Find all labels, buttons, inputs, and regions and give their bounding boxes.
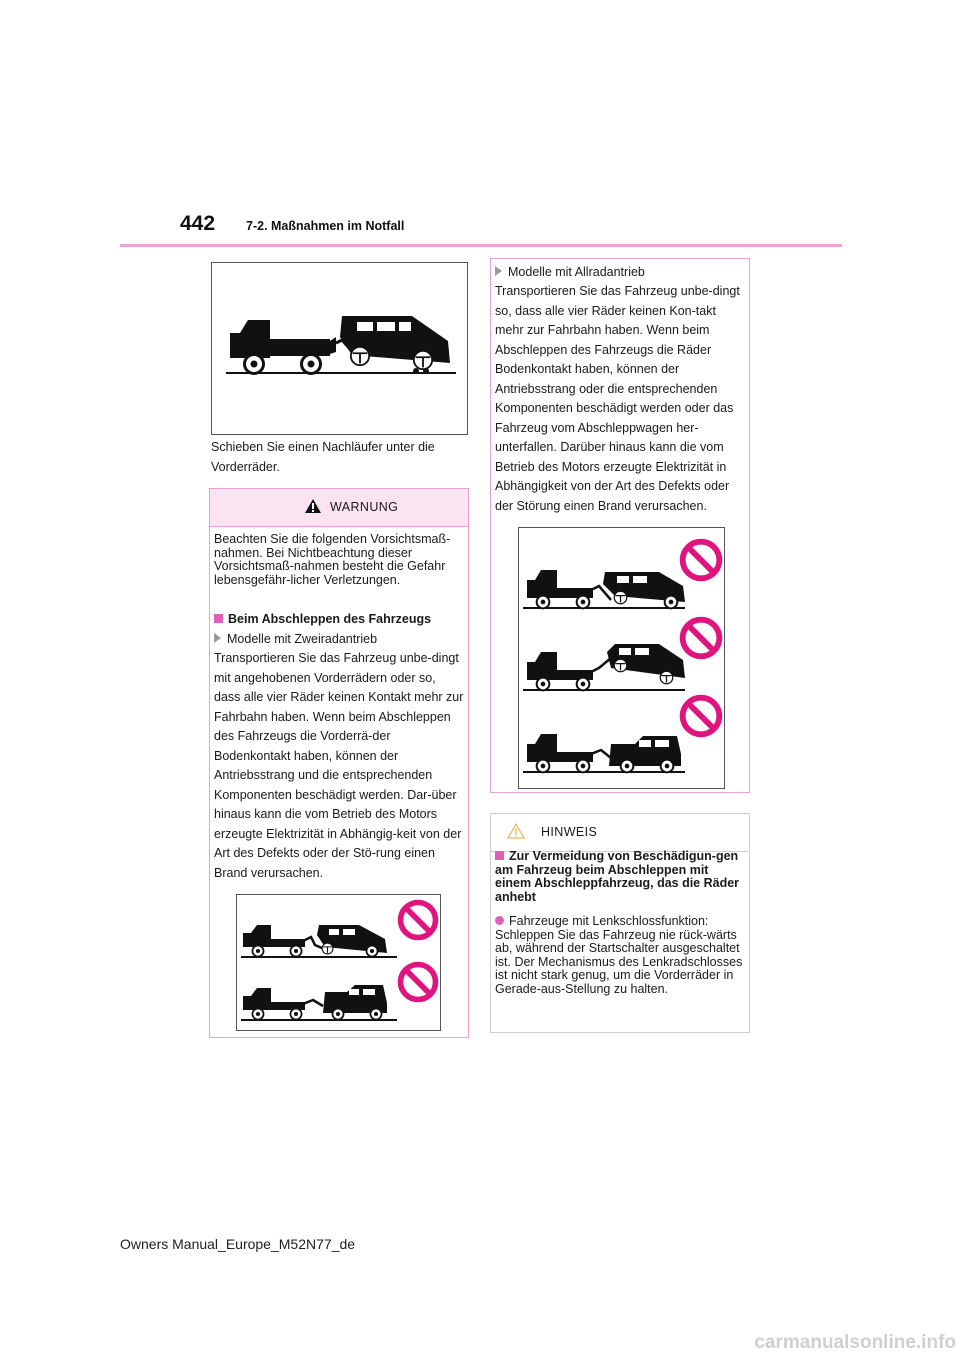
warning-title: WARNUNG <box>330 500 399 514</box>
notice-title: HINWEIS <box>541 825 598 839</box>
page-number: 442 <box>180 212 216 235</box>
prohibited-tow-2wd-illustration <box>236 894 441 1031</box>
prohibition-sign-icon <box>683 620 720 657</box>
triangle-bullet-icon <box>495 266 502 276</box>
dolly-tow-illustration <box>211 262 468 435</box>
notice-callout <box>490 813 750 1033</box>
warning-triangle-icon <box>507 823 525 839</box>
notice-header <box>491 814 749 852</box>
warning-heading-text: Beim Abschleppen des Fahrzeugs <box>228 612 432 626</box>
model-awd-text: Modelle mit Allradantrieb <box>508 265 645 279</box>
watermark: carmanualsonline.info <box>754 1332 956 1353</box>
square-bullet-icon <box>495 851 504 860</box>
notice-bullet-text: Fahrzeuge mit Lenkschlossfunktion: Schleppen Sie das Fahrzeug nie rück-wärts ab, während der Startschalter ausgeschaltet ist. Der Mechanismus des Lenkradschlosses ist nicht stark genug, um die Vorderräder in Gerade-aus-Stellung zu halten. <box>495 914 743 996</box>
awd-callout-continued <box>490 258 750 793</box>
prohibition-sign-icon <box>401 903 436 938</box>
prohibition-sign-icon <box>683 698 720 735</box>
awd-body: Transportieren Sie das Fahrzeug unbe-dingt so, dass alle vier Räder keinen Kon-takt mehr zur Fahrbahn haben. Wenn beim Abschleppen des Fahrzeugs die Räder Bodenkontakt haben, können der Antriebsstrang oder die entsprechenden Komponenten beschädigt werden oder das Fahrzeug vom Abschleppwagen her-unterfallen. Darüber hinaus kann die vom Betrieb des Motors erzeugte Elektrizität in Abhängigkeit von der Art des Defekts oder der Störung einen Brand verursachen. <box>495 284 740 513</box>
triangle-bullet-icon <box>214 633 221 643</box>
warning-header <box>210 489 468 527</box>
section-title: 7-2. Maßnahmen im Notfall <box>246 219 405 233</box>
prohibition-sign-icon <box>401 965 436 1000</box>
notice-heading <box>495 850 745 904</box>
prohibition-sign-icon <box>683 542 720 579</box>
model-awd-label <box>495 263 745 283</box>
header-rule <box>120 244 842 247</box>
notice-bullet <box>495 915 745 996</box>
warning-body: Transportieren Sie das Fahrzeug unbe-dingt mit angehobenen Vorderrädern oder so, dass alle vier Räder keinen Kontakt mehr zur Fahrbahn haben. Wenn beim Abschleppen des Fahrzeugs die Vorderrä-der Bodenkontakt haben, können der Antriebsstrang und die entsprechenden Komponenten beschädigt werden. Dar-über hinaus kann die vom Betrieb des Motors erzeugte Elektrizität in Abhängig-keit von der Art des Defekts oder der Stö-rung einen Brand verursachen. <box>214 651 464 880</box>
model-2wd-label <box>214 630 464 650</box>
warning-heading <box>214 613 464 627</box>
square-bullet-icon <box>214 614 223 623</box>
manual-id-footer: Owners Manual_Europe_M52N77_de <box>120 1236 356 1252</box>
model-2wd-text: Modelle mit Zweiradantrieb <box>227 632 378 646</box>
warning-triangle-icon <box>304 498 322 514</box>
warning-callout <box>209 488 469 1038</box>
warning-intro: Beachten Sie die folgenden Vorsichtsmaß-nahmen. Bei Nichtbeachtung dieser Vorsichtsmaß-nahmen besteht die Gefahr lebensgefähr-licher Verletzungen. <box>214 532 451 587</box>
notice-heading-text: Zur Vermeidung von Beschädigun-gen am Fahrzeug beim Abschleppen mit einem Abschleppfahrzeug, das die Räder anhebt <box>495 849 740 904</box>
dot-bullet-icon <box>495 916 504 925</box>
dolly-caption: Schieben Sie einen Nachläufer unter die Vorderräder. <box>211 440 435 474</box>
prohibited-tow-awd-illustration <box>518 527 725 789</box>
